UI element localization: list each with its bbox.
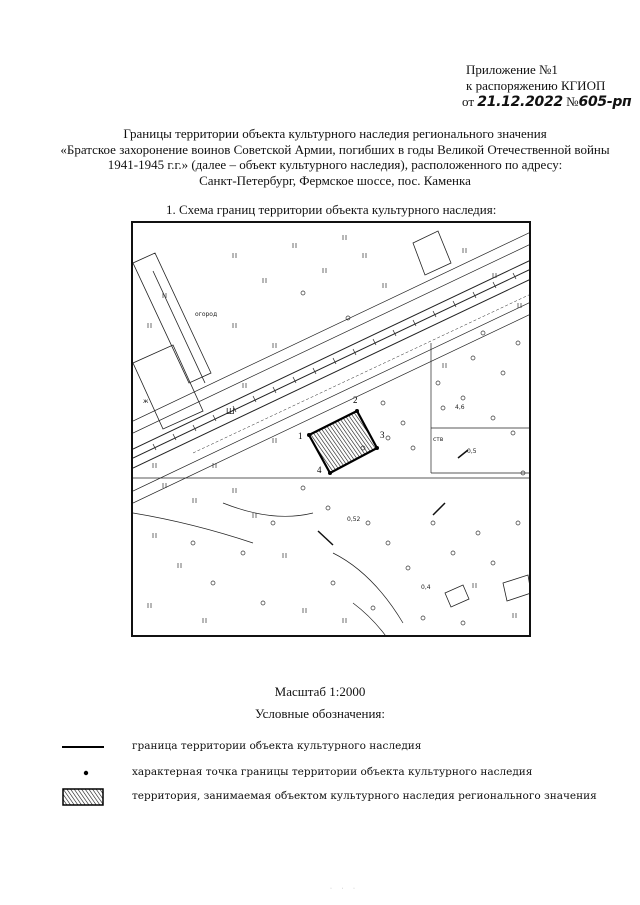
appendix-date-prefix: от: [462, 94, 475, 109]
legend-label-territory: территория, занимаемая объектом культурного наследия регионального значения: [132, 790, 597, 802]
legend-label-boundary-point: характерная точка границы территории объекта культурного наследия: [132, 766, 533, 778]
legend-title: Условные обозначения:: [254, 706, 386, 721]
parcel-lines: [133, 343, 531, 637]
document-title: [40, 126, 630, 188]
page-dots: · · ·: [330, 886, 359, 892]
appendix-number: 605-рп: [578, 94, 632, 110]
buildings: [133, 231, 531, 607]
label-elev3: 0,5: [467, 448, 477, 455]
appendix-number-prefix: №: [566, 94, 579, 109]
label-sign: ств: [433, 436, 444, 443]
label-garden: огород: [195, 311, 218, 318]
title-line-1: Границы территории объекта культурного наследия регионального значения: [123, 126, 547, 141]
title-line-3: 1941-1945 г.г.» (далее – объект культурного наследия), расположенного по адресу:: [107, 157, 563, 172]
section-heading: 1. Схема границ территории объекта культурного наследия:: [166, 202, 497, 217]
map-text-labels: [143, 311, 477, 591]
map-drawing: [133, 223, 531, 637]
appendix-line-1: Приложение №1: [466, 62, 558, 77]
scale-label: Масштаб 1:2000: [274, 684, 366, 699]
appendix-date: 21.12.2022: [477, 94, 563, 110]
appendix-line-3: [462, 94, 631, 110]
label-post1: ж: [143, 398, 149, 405]
point-label-2: 2: [353, 395, 358, 405]
point-label-3: 3: [380, 430, 385, 440]
boundary-line-symbol: [62, 738, 104, 756]
point-label-1: 1: [298, 431, 303, 441]
title-line-4: Санкт-Петербург, Фермское шоссе, пос. Каменка: [199, 172, 471, 188]
label-post2: Ш: [226, 407, 235, 416]
label-elev1: 4,6: [455, 404, 465, 411]
boundary-point-symbol: [62, 764, 104, 782]
boundary-map: [131, 221, 531, 637]
point-label-4: 4: [317, 465, 322, 475]
appendix-header: [462, 62, 632, 110]
legend-label-boundary-line: граница территории объекта культурного наследия: [132, 740, 422, 752]
title-line-2: «Братское захоронение воинов Советской Армии, погибших в годы Великой Отечественной войны: [60, 141, 610, 157]
hatched-territory-symbol: [62, 788, 104, 806]
appendix-line-2: к распоряжению КГИОП: [466, 78, 606, 93]
label-elev4: 0,4: [421, 584, 431, 591]
heritage-territory: [309, 411, 377, 473]
label-elev2: 0,52: [347, 516, 361, 523]
